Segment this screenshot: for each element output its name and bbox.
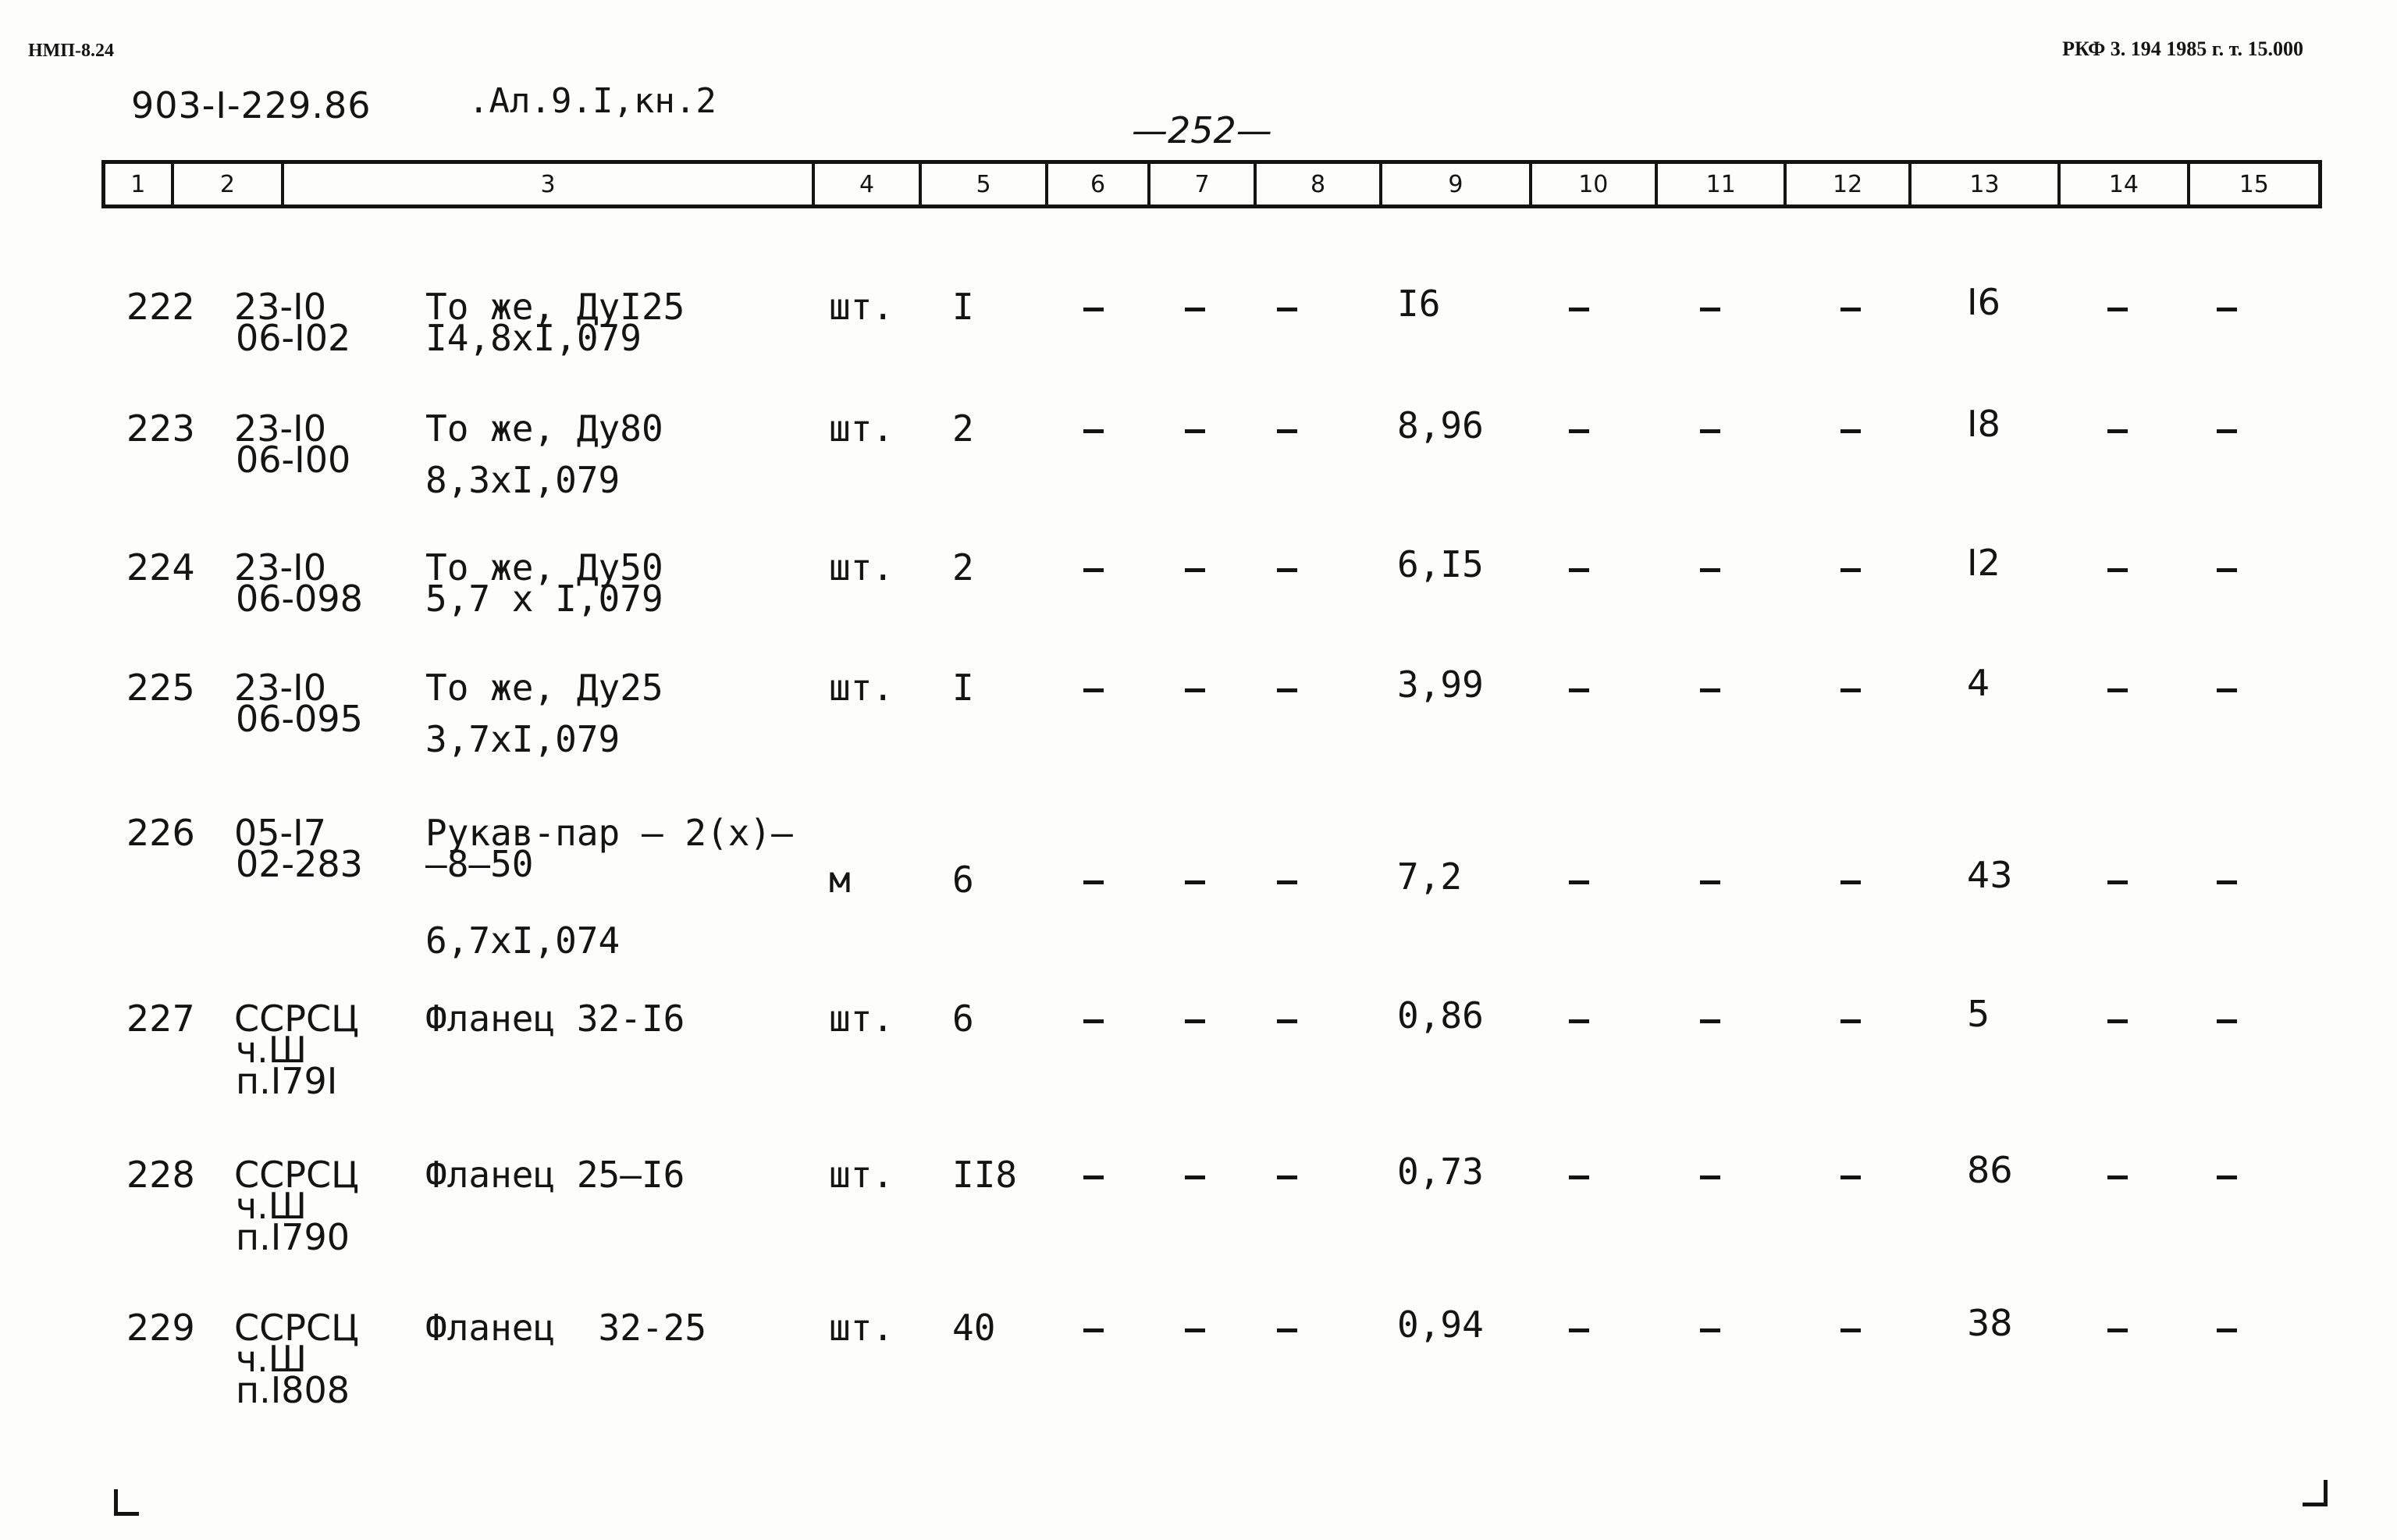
quantity: I bbox=[952, 667, 974, 709]
column-header-2: 2 bbox=[174, 164, 285, 205]
empty-value-dash bbox=[1185, 688, 1205, 692]
column-9-value: 0,73 bbox=[1397, 1151, 1484, 1193]
row-number: 222 bbox=[126, 286, 195, 328]
empty-value-dash bbox=[1569, 1175, 1589, 1179]
empty-value-dash bbox=[1700, 1019, 1720, 1023]
column-header-5: 5 bbox=[922, 164, 1047, 205]
column-13-value: 5 bbox=[1967, 993, 1990, 1035]
item-description-line: Фланец 32-I6 bbox=[425, 998, 685, 1040]
empty-value-dash bbox=[1700, 1328, 1720, 1332]
column-header-14: 14 bbox=[2061, 164, 2189, 205]
empty-value-dash bbox=[2217, 1175, 2237, 1179]
item-description-line: Фланец 25–I6 bbox=[425, 1154, 685, 1196]
sheet-reference: .Ал.9.I,кн.2 bbox=[468, 81, 717, 121]
empty-value-dash bbox=[1840, 308, 1861, 311]
empty-value-dash bbox=[1700, 1175, 1720, 1179]
column-13-value: I8 bbox=[1967, 403, 2000, 445]
empty-value-dash bbox=[1083, 568, 1104, 572]
empty-value-dash bbox=[1277, 308, 1297, 311]
page-number: —252— bbox=[1132, 109, 1272, 151]
empty-value-dash bbox=[2107, 308, 2128, 311]
quantity: II8 bbox=[952, 1154, 1018, 1196]
empty-value-dash bbox=[1185, 1328, 1205, 1332]
row-number: 227 bbox=[126, 998, 195, 1040]
empty-value-dash bbox=[1185, 308, 1205, 311]
unit-of-measure: шт. bbox=[829, 1154, 894, 1196]
empty-value-dash bbox=[1083, 1175, 1104, 1179]
column-9-value: 0,94 bbox=[1397, 1303, 1484, 1346]
empty-value-dash bbox=[1569, 308, 1589, 311]
column-9-value: 8,96 bbox=[1397, 404, 1484, 446]
empty-value-dash bbox=[1569, 880, 1589, 884]
empty-value-dash bbox=[2217, 1019, 2237, 1023]
resource-code-line: ССРСЦ bbox=[234, 1154, 359, 1196]
item-description-line: Рукав-пар – 2(x)– bbox=[425, 812, 793, 854]
resource-code-line: ССРСЦ bbox=[234, 1307, 359, 1349]
empty-value-dash bbox=[1277, 429, 1297, 433]
resource-code-line: п.I808 bbox=[236, 1369, 350, 1411]
empty-value-dash bbox=[2107, 1019, 2128, 1023]
column-9-value: 6,I5 bbox=[1397, 543, 1484, 585]
row-number: 223 bbox=[126, 407, 195, 450]
empty-value-dash bbox=[1185, 568, 1205, 572]
column-header-9: 9 bbox=[1382, 164, 1531, 205]
empty-value-dash bbox=[1569, 1328, 1589, 1332]
resource-code-line: 23-I0 bbox=[234, 286, 326, 328]
empty-value-dash bbox=[2107, 688, 2128, 692]
empty-value-dash bbox=[1083, 1328, 1104, 1332]
quantity: 6 bbox=[952, 859, 974, 901]
empty-value-dash bbox=[1277, 688, 1297, 692]
column-header-1: 1 bbox=[105, 164, 174, 205]
column-9-value: I6 bbox=[1397, 283, 1441, 325]
empty-value-dash bbox=[2217, 1328, 2237, 1332]
item-description-line: То же, ДуI25 bbox=[425, 286, 685, 328]
column-13-value: 43 bbox=[1967, 854, 2013, 896]
unit-of-measure: шт. bbox=[829, 407, 894, 450]
item-description-line: Фланец 32-25 bbox=[425, 1307, 707, 1349]
empty-value-dash bbox=[1083, 1019, 1104, 1023]
empty-value-dash bbox=[1277, 880, 1297, 884]
column-header-8: 8 bbox=[1257, 164, 1382, 205]
corner-mark-left bbox=[114, 1489, 139, 1516]
row-number: 226 bbox=[126, 812, 195, 854]
empty-value-dash bbox=[2217, 880, 2237, 884]
empty-value-dash bbox=[2107, 1175, 2128, 1179]
item-description-line: То же, Ду80 bbox=[425, 407, 663, 450]
column-13-value: 4 bbox=[1967, 662, 1990, 704]
resource-code-line: 06-098 bbox=[236, 578, 363, 620]
column-header-13: 13 bbox=[1912, 164, 2061, 205]
empty-value-dash bbox=[1185, 1019, 1205, 1023]
empty-value-dash bbox=[1700, 429, 1720, 433]
row-number: 228 bbox=[126, 1154, 195, 1196]
column-header-4: 4 bbox=[815, 164, 923, 205]
column-header-15: 15 bbox=[2239, 170, 2269, 198]
empty-value-dash bbox=[1185, 429, 1205, 433]
unit-of-measure: шт. bbox=[829, 286, 894, 328]
unit-of-measure: м bbox=[829, 859, 851, 901]
empty-value-dash bbox=[1700, 880, 1720, 884]
empty-value-dash bbox=[1277, 568, 1297, 572]
empty-value-dash bbox=[2107, 568, 2128, 572]
item-description-line: 5,7 x I,079 bbox=[425, 578, 663, 620]
quantity: 40 bbox=[952, 1307, 996, 1349]
document-number: 903-I-229.86 bbox=[131, 84, 372, 126]
row-number: 224 bbox=[126, 546, 195, 589]
empty-value-dash bbox=[1700, 308, 1720, 311]
row-number: 229 bbox=[126, 1307, 195, 1349]
empty-value-dash bbox=[1840, 1328, 1861, 1332]
empty-value-dash bbox=[1840, 1175, 1861, 1179]
header-left-code: НМП-8.24 bbox=[28, 41, 114, 61]
item-description-line: 6,7xI,074 bbox=[425, 919, 621, 962]
item-description-line: То же, Ду50 bbox=[425, 546, 663, 589]
empty-value-dash bbox=[1840, 688, 1861, 692]
empty-value-dash bbox=[1840, 1019, 1861, 1023]
empty-value-dash bbox=[1700, 568, 1720, 572]
unit-of-measure: шт. bbox=[829, 1307, 894, 1349]
resource-code-line: 05-I7 bbox=[234, 812, 326, 854]
corner-mark-right bbox=[2303, 1480, 2328, 1506]
empty-value-dash bbox=[1569, 688, 1589, 692]
column-9-value: 7,2 bbox=[1397, 855, 1463, 898]
empty-value-dash bbox=[1185, 880, 1205, 884]
resource-code-line: 02-283 bbox=[236, 843, 363, 885]
empty-value-dash bbox=[1083, 880, 1104, 884]
quantity: 2 bbox=[952, 407, 974, 450]
item-description-line: –8–50 bbox=[425, 843, 534, 885]
row-number: 225 bbox=[126, 667, 195, 709]
resource-code-line: 23-I0 bbox=[234, 407, 326, 450]
quantity: I bbox=[952, 286, 974, 328]
empty-value-dash bbox=[1277, 1019, 1297, 1023]
empty-value-dash bbox=[1277, 1175, 1297, 1179]
resource-code-line: ч.Ш bbox=[236, 1029, 307, 1071]
resource-code-line: п.I790 bbox=[236, 1216, 350, 1258]
column-13-value: 86 bbox=[1967, 1149, 2013, 1191]
column-header-6: 6 bbox=[1048, 164, 1151, 205]
resource-code-line: 06-I00 bbox=[236, 439, 351, 481]
resource-code-line: п.I79I bbox=[236, 1060, 338, 1102]
empty-value-dash bbox=[1083, 688, 1104, 692]
header-right-code: РКФ 3. 194 1985 г. т. 15.000 bbox=[2062, 37, 2303, 60]
empty-value-dash bbox=[1569, 568, 1589, 572]
empty-value-dash bbox=[1185, 1175, 1205, 1179]
empty-value-dash bbox=[2217, 568, 2237, 572]
unit-of-measure: шт. bbox=[829, 667, 894, 709]
item-description-line: 8,3xI,079 bbox=[425, 459, 621, 501]
column-9-value: 0,86 bbox=[1397, 994, 1484, 1037]
resource-code-line: ч.Ш bbox=[236, 1338, 307, 1380]
empty-value-dash bbox=[2107, 880, 2128, 884]
quantity: 6 bbox=[952, 998, 974, 1040]
resource-code-line: ч.Ш bbox=[236, 1185, 307, 1227]
empty-value-dash bbox=[1840, 429, 1861, 433]
empty-value-dash bbox=[1569, 1019, 1589, 1023]
empty-value-dash bbox=[2107, 429, 2128, 433]
empty-value-dash bbox=[1840, 568, 1861, 572]
resource-code-line: ССРСЦ bbox=[234, 998, 359, 1040]
resource-code-line: 06-095 bbox=[236, 698, 363, 740]
empty-value-dash bbox=[1083, 429, 1104, 433]
item-description-line: То же, Ду25 bbox=[425, 667, 663, 709]
empty-value-dash bbox=[2217, 308, 2237, 311]
empty-value-dash bbox=[1083, 308, 1104, 311]
column-header-3: 3 bbox=[284, 164, 815, 205]
empty-value-dash bbox=[2217, 429, 2237, 433]
resource-code-line: 06-I02 bbox=[236, 317, 351, 359]
column-9-value: 3,99 bbox=[1397, 663, 1484, 706]
empty-value-dash bbox=[1569, 429, 1589, 433]
column-13-value: 38 bbox=[1967, 1302, 2013, 1344]
column-13-value: I2 bbox=[1967, 542, 2000, 584]
empty-value-dash bbox=[1700, 688, 1720, 692]
empty-value-dash bbox=[1840, 880, 1861, 884]
resource-code-line: 23-I0 bbox=[234, 546, 326, 589]
resource-code-line: 23-I0 bbox=[234, 667, 326, 709]
column-13-value: I6 bbox=[1967, 281, 2000, 323]
empty-value-dash bbox=[1277, 1328, 1297, 1332]
quantity: 2 bbox=[952, 546, 974, 589]
item-description-line: 3,7xI,079 bbox=[425, 718, 621, 760]
unit-of-measure: шт. bbox=[829, 546, 894, 589]
column-header-10: 10 bbox=[1532, 164, 1658, 205]
item-description-line: I4,8xI,079 bbox=[425, 317, 642, 359]
column-header-12: 12 bbox=[1787, 164, 1911, 205]
empty-value-dash bbox=[2107, 1328, 2128, 1332]
column-header-11: 11 bbox=[1658, 164, 1787, 205]
column-header-7: 7 bbox=[1150, 164, 1257, 205]
empty-value-dash bbox=[2217, 688, 2237, 692]
unit-of-measure: шт. bbox=[829, 998, 894, 1040]
